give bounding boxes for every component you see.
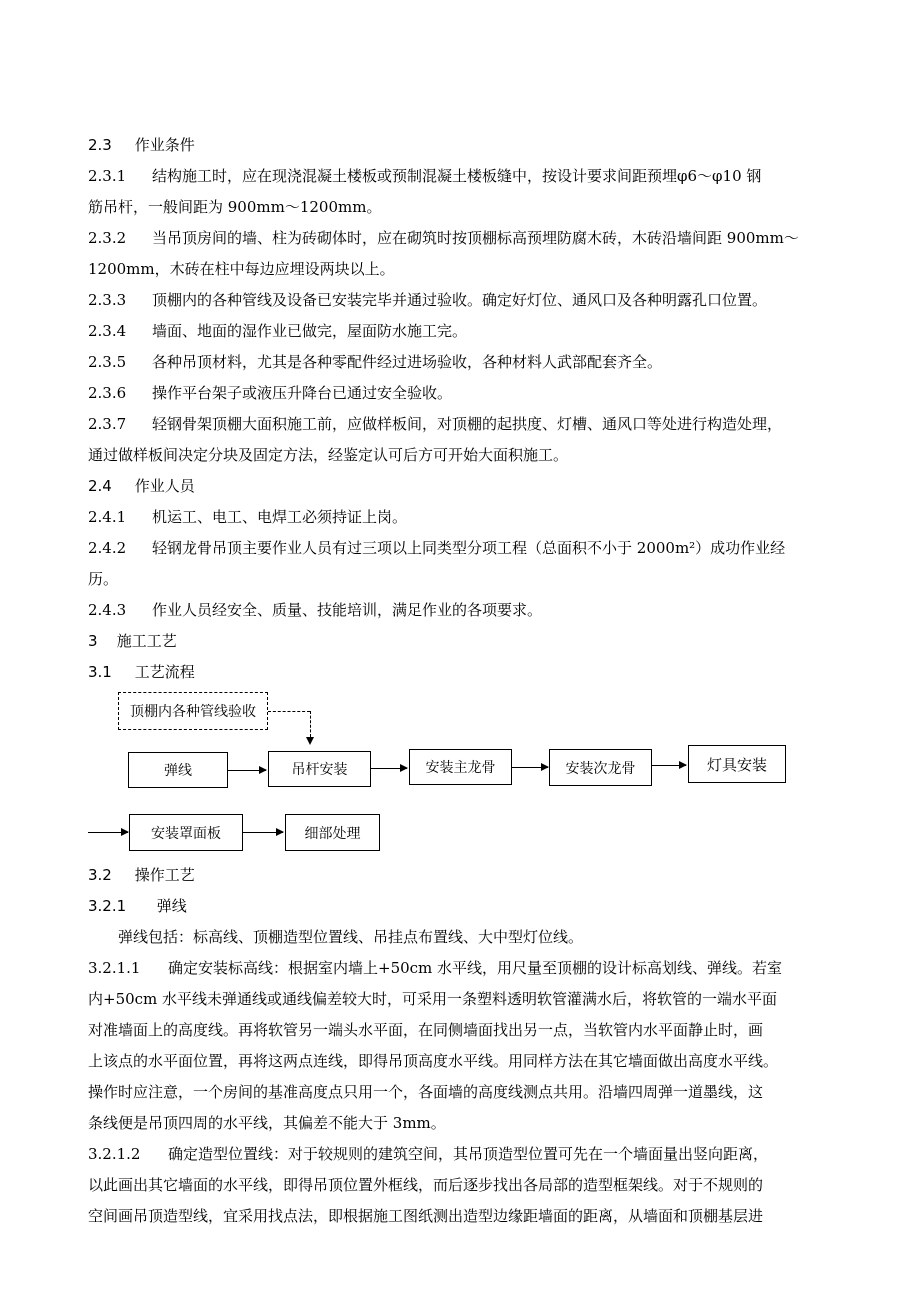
clause-number: 2.4.3 [88,601,127,619]
clause-continuation: 历。 [88,570,119,588]
clause-text: 作业人员经安全、质量、技能培训，满足作业的各项要求。 [152,601,543,619]
clause-continuation: 筋吊杆，一般间距为 900mm～1200mm。 [88,198,382,216]
section-heading-3 [88,626,818,657]
flow-box-lighting-install: 灯具安装 [688,745,786,783]
clause-text: 轻钢骨架顶棚大面积施工前，应做样板间，对顶棚的起拱度、灯槽、通风口等处进行构造处理， [152,415,783,433]
clause-2-4-1 [88,502,818,533]
clause-text: 确定安装标高线：根据室内墙上+50cm 水平线，用尺量至顶棚的设计标高划线、弹线。若室 [168,959,783,977]
document-body [88,130,818,1232]
clause-2-4-2 [88,533,818,564]
clause-number: 2.4.1 [88,508,127,526]
clause-text: 各种吊顶材料，尤其是各种零配件经过进场验收，各种材料人武部配套齐全。 [152,353,663,371]
flow-box-pipeline-acceptance: 顶棚内各种管线验收 [118,692,268,730]
clause-number: 2.3.1 [88,167,127,185]
clause-2-3-2 [88,223,818,254]
flow-box-cover-panel: 安装罩面板 [129,814,243,851]
section-number: 3 [88,632,98,650]
clause-2-3-5 [88,347,818,378]
flow-box-secondary-keel: 安装次龙骨 [549,749,652,786]
clause-2-3-3 [88,285,818,316]
clause-number: 2.3.7 [88,415,127,433]
clause-2-3-4 [88,316,818,347]
clause-number: 2.3.6 [88,384,127,402]
clause-text: 机运工、电工、电焊工必须持证上岗。 [152,508,408,526]
clause-number: 2.3.2 [88,229,127,247]
flow-box-hanger-install: 吊杆安装 [268,751,371,787]
section-heading-3-2 [88,860,818,891]
clause-2-3-1 [88,161,818,192]
clause-2-3-7 [88,409,818,440]
clause-text: 当吊顶房间的墙、柱为砖砌体时，应在砌筑时按顶棚标高预埋防腐木砖，木砖沿墙间距 900mm～ [152,229,799,247]
section-heading-3-2-1 [88,891,818,922]
clause-text: 顶棚内的各种管线及设备已安装完毕并通过验收。确定好灯位、通风口及各种明露孔口位置。 [152,291,768,309]
section-number: 3.2 [88,866,112,884]
clause-number: 3.2.1.1 [88,959,141,977]
flowchart-spacer [88,688,818,860]
clause-line: 操作时应注意，一个房间的基准高度点只用一个，各面墙的高度线测点共用。沿墙四周弹一道墨线，这 [88,1083,764,1101]
clause-number: 2.3.3 [88,291,127,309]
clause-continuation: 1200mm，木砖在柱中每边应埋设两块以上。 [88,260,395,278]
section-number: 3.2.1 [88,897,127,915]
clause-number: 3.2.1.2 [88,1145,141,1163]
section-title: 工艺流程 [134,663,195,681]
section-title: 施工工艺 [116,632,177,650]
clause-number: 2.4.2 [88,539,127,557]
section-heading-2-3 [88,130,818,161]
clause-text: 结构施工时，应在现浇混凝土楼板或预制混凝土楼板缝中，按设计要求间距预埋φ6～φ10 钢 [152,167,762,185]
clause-text: 轻钢龙骨吊顶主要作业人员有过三项以上同类型分项工程（总面积不小于 2000m²）成功作业经 [152,539,786,557]
section-title: 作业人员 [134,477,195,495]
section-number: 2.3 [88,136,112,154]
flow-box-detail-finish: 细部处理 [285,814,380,851]
section-number: 2.4 [88,477,112,495]
clause-number: 2.3.5 [88,353,127,371]
clause-text: 操作平台架子或液压升降台已通过安全验收。 [152,384,453,402]
clause-text: 确定造型位置线：对于较规则的建筑空间，其吊顶造型位置可先在一个墙面量出竖向距离， [168,1145,769,1163]
clause-line: 对准墙面上的高度线。再将软管另一端头水平面，在同侧墙面找出另一点，当软管内水平面静止时，画 [88,1021,764,1039]
section-title: 操作工艺 [134,866,195,884]
clause-continuation: 通过做样板间决定分块及固定方法，经鉴定认可后方可开始大面积施工。 [88,446,569,464]
section-number: 3.1 [88,663,112,681]
clause-line: 上该点的水平面位置，再将这两点连线，即得吊顶高度水平线。用同样方法在其它墙面做出高度水平线。 [88,1052,779,1070]
flow-box-main-keel: 安装主龙骨 [409,749,512,785]
section-title: 弹线 [156,897,187,915]
clause-3-2-1-2 [88,1139,818,1170]
clause-3-2-1-1 [88,953,818,984]
section-title: 作业条件 [134,136,195,154]
section-heading-3-1 [88,657,818,688]
clause-text: 墙面、地面的湿作业已做完，屋面防水施工完。 [152,322,468,340]
clause-line: 以此画出其它墙面的水平线，即得吊顶位置外框线，而后逐步找出各局部的造型框架线。对于不规则的 [88,1176,764,1194]
intro-paragraph: 弹线包括：标高线、顶棚造型位置线、吊挂点布置线、大中型灯位线。 [118,928,584,946]
section-heading-2-4 [88,471,818,502]
clause-line: 空间画吊顶造型线，宜采用找点法，即根据施工图纸测出造型边缘距墙面的距离，从墙面和顶棚基层进 [88,1207,764,1225]
clause-line: 内+50cm 水平线未弹通线或通线偏差较大时，可采用一条塑料透明软管灌满水后，将软管的一端水平面 [88,990,778,1008]
clause-2-3-6 [88,378,818,409]
flow-box-snap-line: 弹线 [128,752,228,788]
clause-line: 条线便是吊顶四周的水平线，其偏差不能大于 3mm。 [88,1114,446,1132]
clause-number: 2.3.4 [88,322,127,340]
clause-2-4-3 [88,595,818,626]
